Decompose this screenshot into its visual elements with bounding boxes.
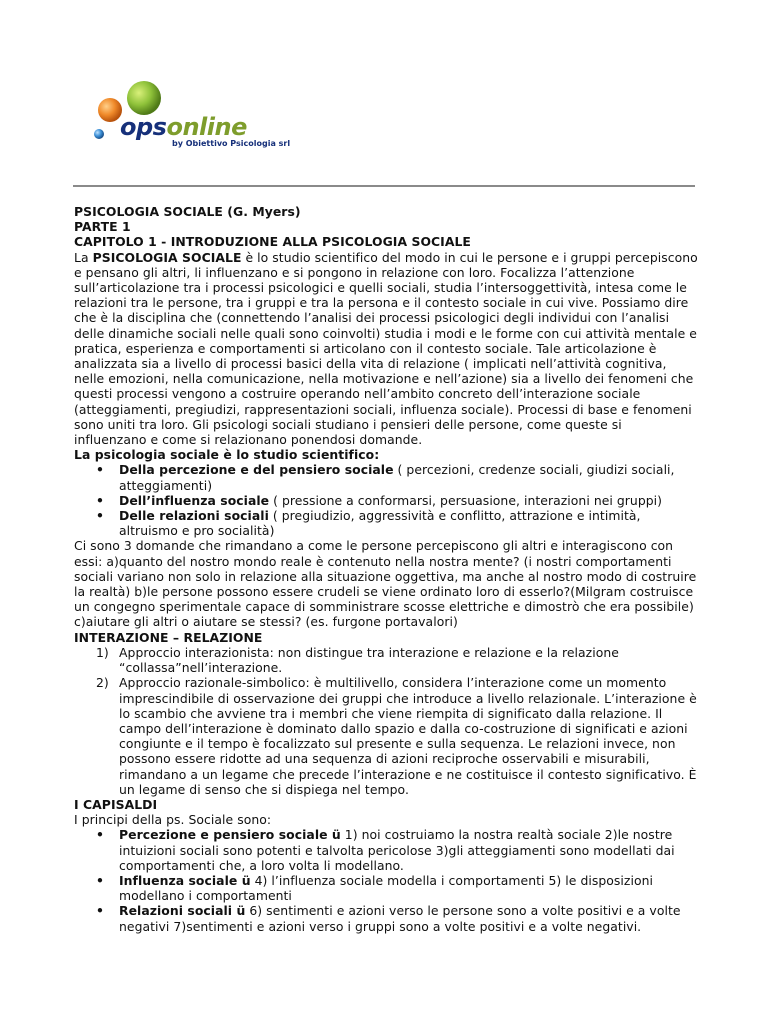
logo-tagline: by Obiettivo Psicologia srl: [172, 139, 291, 148]
item-text: 1) noi costruiamo la nostra realtà sociale 2)le nostre intuizioni sociali sono potenti e talvolta pericolose 3)gli atteggiamenti sono modellati dai comportamenti che, a loro volta li modellano.: [119, 827, 675, 873]
item-bold: Delle relazioni sociali: [119, 508, 269, 524]
bullet-icon: •: [96, 872, 104, 888]
opsonline-logo: [92, 78, 322, 168]
document-body: [74, 204, 698, 934]
item-text: ( pressione a conformarsi, persuasione, interazioni nei gruppi): [269, 492, 663, 508]
intro-paragraph: [74, 250, 698, 448]
item-bold: Influenza sociale ü: [119, 872, 251, 888]
logo-wordmark: [120, 114, 247, 140]
item-number: 2): [96, 675, 109, 691]
bullet-icon: •: [96, 508, 104, 524]
item-text: Approccio razionale-simbolico: è multilivello, considera l’interazione come un momento imprescindibile di osservazione dei gruppi che introduce a livello relazionale. L’interazione è lo scambio che avviene tra i membri che viene riempita di significato dalla relazione. Il campo dell’interazione è dominato dallo spazio e dalla co-costruzione di significati e azioni congiunte e il tempo è focalizzato sul presente e sulla sequenza. Le relazioni invece, non possono essere ridotte ad una sequenza di azioni reciproche osservabili e misurabili, rimandano a un legame che precede l’interazione e ne costituisce il contesto significativo. È un legame di senso che si dispiega nel tempo.: [119, 675, 697, 797]
list-item: [74, 827, 698, 873]
list-item: [74, 493, 698, 508]
list-item: [74, 645, 698, 675]
capisaldi-intro: I principi della ps. Sociale sono:: [74, 812, 272, 828]
list-item: [74, 462, 698, 492]
intro-rest: è lo studio scientifico del modo in cui le persone e i gruppi percepiscono e pensano gli altri, li influenzano e si pongono in relazione con loro. Focalizza l’attenzione sull’articolazione tra i processi psicologici e quelli sociali, studia l’intersoggettività, intesa come le relazioni tra le persone, tra i gruppi e tra la persona e il contesto sociale in cui vive. Possiamo dire che è la disciplina che (connettendo l’analisi dei processi psicologici degli individui con l’analisi delle dinamiche sociali nelle quali sono coinvolti) studia i modi e le forme con cui attività mentale e pratica, esperienza e comportamenti si articolano con il contesto sociale. Tale articolazione è analizzata sia a livello di processi basici della vita di relazione ( implicati nell’attività cognitiva, nelle emozioni, nella comunicazione, nella motivazione e nell’azione) sia a livello dei fenomeni che questi processi vengono a costruire operando nell’ambito concreto dell’interazione sociale (atteggiamenti, pregiudizi, rappresentazioni sociali, influenza sociale). Processi di base e fenomeni sono uniti tra loro. Gli psicologi sociali studiano i pensieri delle persone, come queste si influenzano e come si relazionano ponendosi domande.: [74, 249, 698, 448]
item-bold: Dell’influenza sociale: [119, 492, 270, 508]
item-bold: Relazioni sociali ü: [119, 903, 246, 919]
doc-part: PARTE 1: [74, 219, 131, 235]
interaction-heading: INTERAZIONE – RELAZIONE: [74, 629, 263, 645]
intro-bold: PSICOLOGIA SOCIALE: [92, 249, 242, 265]
list-item: [74, 675, 698, 797]
capisaldi-heading: I CAPISALDI: [74, 796, 158, 812]
bullet-icon: •: [96, 827, 104, 843]
questions-paragraph: Ci sono 3 domande che rimandano a come le persone percepiscono gli altri e interagiscono con essi: a)quanto del nostro mondo reale è contenuto nella nostra mente? (i nostri comportamenti sociali variano non solo in relazione alla situazione oggettiva, ma anche al nostro modo di costruire la realtà) b)le persone possono essere crudeli se viene ordinato loro di esserlo?(Milgram costruisce un congegno sperimentale capace di somministrare scosse elettriche e dimostrò che era possibile) c)aiutare gli altri o aiutare se stessi? (es. furgone portavalori): [74, 538, 697, 630]
doc-chapter: CAPITOLO 1 - INTRODUZIONE ALLA PSICOLOGIA SOCIALE: [74, 234, 471, 250]
bullet-icon: •: [96, 492, 104, 508]
logo-ops: ops: [120, 113, 167, 141]
item-text: ( pregiudizio, aggressività e conflitto, attrazione e intimità, altruismo e pro socialità): [119, 508, 641, 539]
item-text: ( percezioni, credenze sociali, giudizi sociali, atteggiamenti): [119, 462, 675, 493]
intro-pre: La: [74, 249, 93, 265]
scientific-list: [74, 462, 698, 538]
item-text: 6) sentimenti e azioni verso le persone sono a volte positivi e a volte negativi 7)sentimenti e azioni verso i gruppi sono a volte positivi e a volte negativi.: [119, 903, 681, 934]
item-bold: Percezione e pensiero sociale ü: [119, 827, 341, 843]
item-text: 4) l’influenza sociale modella i comportamenti 5) le disposizioni modellano i comportamenti: [119, 872, 653, 904]
bullet-icon: •: [96, 462, 104, 478]
list-item: [74, 508, 698, 538]
item-bold: Della percezione e del pensiero sociale: [119, 462, 394, 478]
doc-title: PSICOLOGIA SOCIALE (G. Myers): [74, 204, 301, 219]
list-item: [74, 903, 698, 933]
scientific-heading: La psicologia sociale è lo studio scientifico:: [74, 447, 380, 463]
logo-online: online: [166, 113, 247, 141]
item-number: 1): [96, 644, 109, 660]
bullet-icon: •: [96, 903, 104, 919]
capisaldi-list: [74, 827, 698, 933]
interaction-list: [74, 645, 698, 797]
item-text: Approccio interazionista: non distingue tra interazione e relazione e la relazione “collassa”nell’interazione.: [119, 644, 619, 676]
header-divider: [73, 185, 695, 187]
list-item: [74, 873, 698, 903]
